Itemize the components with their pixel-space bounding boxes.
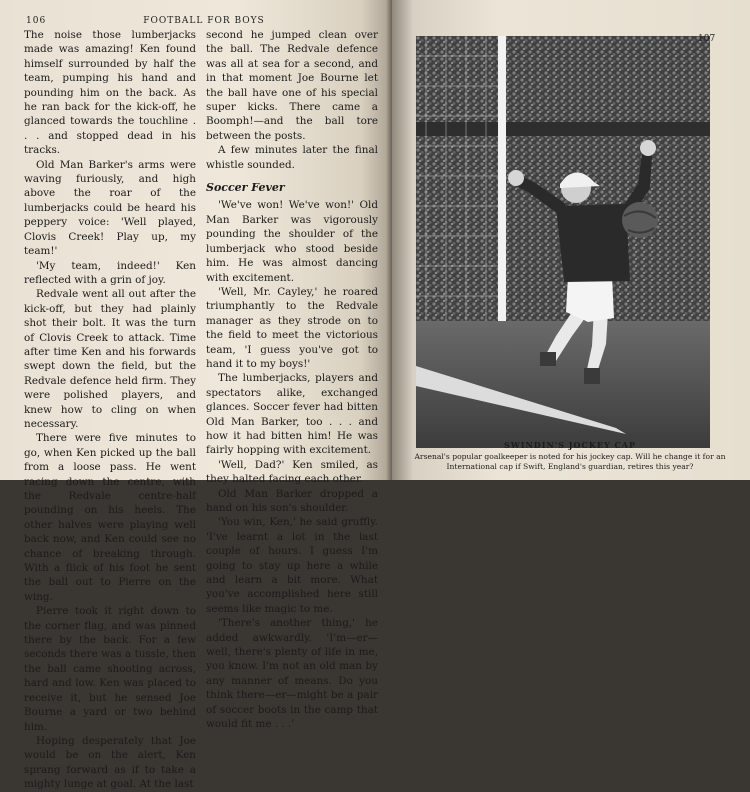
paragraph: 'There's another thing,' he added awkwardly. 'I'm—er—well, there's plenty of life in me, you know. I'm not an old man by any manner of means. Do you think there—er—might be a pair of soccer boots in the camp that would fit me . . .' [206,617,378,731]
paragraph: The lumberjacks, players and spectators alike, exchanged glances. Soccer fever had bitten Old Man Barker, too . . . and how it had bitten him! He was fairly hopping with excitement. [206,372,378,457]
paragraph: 'My team, indeed!' Ken reflected with a grin of joy. [24,259,196,286]
page-number-right: 107 [698,34,716,44]
right-page [392,0,750,480]
running-title: FOOTBALL FOR BOYS [143,16,265,26]
paragraph: 'We've won! We've won!' Old Man Barker was vigorously pounding the shoulder of the lumberjack who stood beside him. He was almost dancing with excitement. [206,199,378,284]
paragraph: The noise those lumberjacks made was amazing! Ken found himself surrounded by half the team, pumping his hand and pounding him on the back. As he ran back for the kick-off, he glanced towards the touchline . . . and stopped dead in his tracks. [24,29,196,157]
paragraph: Hoping desperately that Joe would be on the alert, Ken sprang forward as if to take a mighty lunge at goal. At the last [24,734,196,791]
caption-title: SWINDIN'S JOCKEY CAP [503,440,637,450]
caption-text: Arsenal's popular goalkeeper is noted for his jockey cap. Will he change it for an International cap if Swift, England's guardian, retires this year? [414,452,726,471]
paragraph: Old Man Barker's arms were waving furiously, and high above the roar of the lumberjacks could be heard his peppery voice: 'Well played, Clovis Creek! Play up, my team!' [24,158,196,258]
goalkeeper-photo [416,36,710,448]
text-column-1 [24,28,196,792]
paragraph: A few minutes later the final whistle sounded. [206,144,378,171]
page-number-left: 106 [26,16,47,26]
paragraph: second he jumped clean over the ball. The Redvale defence was all at sea for a second, and in that moment Joe Bourne let the ball have one of his special super kicks. There came a Boomph!—and the ball tore between the posts. [206,29,378,142]
text-column-2 [206,28,378,732]
paragraph: Pierre took it right down to the corner flag, and was pinned there by the back. For a few seconds there was a tussle, then the ball came shooting across, hard and low. Ken was placed to receive it, but he sensed Joe Bourne a yard or two behind him. [24,605,196,733]
paragraph: There were five minutes to go, when Ken picked up the ball from a loose pass. He went racing down the centre, with the Redvale centre-half pounding on his heels. The other halves were playing well back now, and Ken could see no chance of breaking through. With a flick of his foot he sent the ball out to Pierre on the wing. [24,432,196,603]
section-heading: Soccer Fever [206,181,285,195]
paragraph: 'You win, Ken,' he said gruffly. 'I've learnt a lot in the last couple of hours. I guess I'm going to stay up here a while and learn a bit more. What you've accomplished here still seems like magic to me. [206,516,378,615]
paragraph: 'Well, Dad?' Ken smiled, as they halted facing each other. [206,458,378,486]
paragraph: 'Well, Mr. Cayley,' he roared triumphantly to the Redvale manager as they strode on to the field to meet the victorious team, 'I guess you've got to hand it to my boys!' [206,285,378,370]
paragraph: Redvale went all out after the kick-off, but they had plainly shot their bolt. It was the turn of Clovis Creek to attack. Time after time Ken and his forwards swept down the field, but the Redvale defence held firm. They were polished players, and knew how to cling on when necessary. [24,288,196,430]
paragraph: Old Man Barker dropped a hand on his son's shoulder. [206,487,378,514]
photo-caption [410,440,730,472]
